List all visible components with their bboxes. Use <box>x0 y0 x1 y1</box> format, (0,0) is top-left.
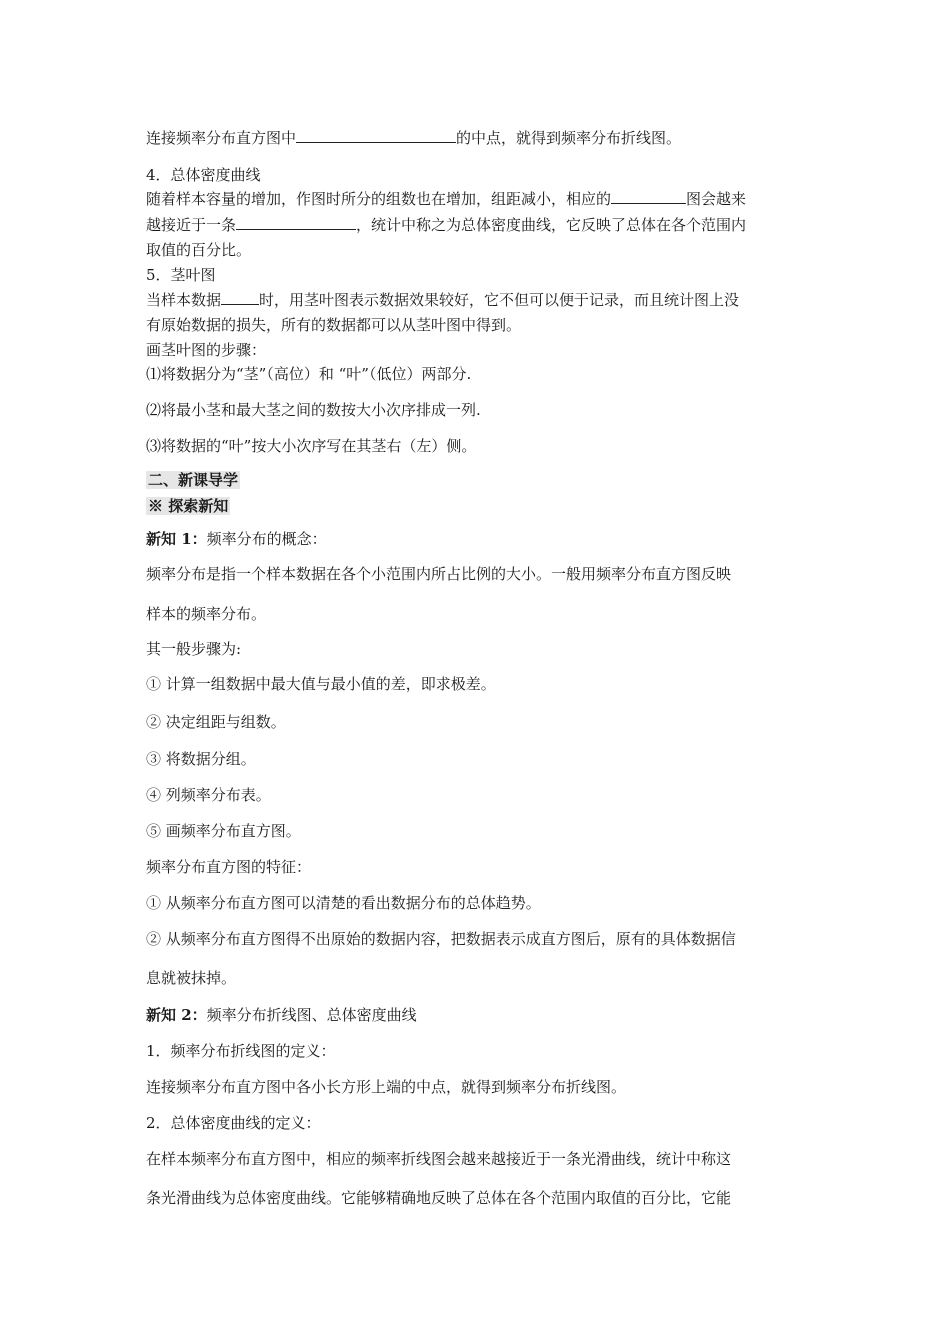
text-segment: 越接近于一条 <box>146 216 237 234</box>
text-line: 息就被抹掉。 <box>146 969 237 987</box>
fill-blank <box>221 290 259 305</box>
definition-heading: 1．频率分布折线图的定义： <box>146 1042 336 1060</box>
text-line: 有原始数据的损失，所有的数据都可以从茎叶图中得到。 <box>146 316 522 334</box>
text-segment: 图会越来 <box>686 190 747 208</box>
step-item: ④ 列频率分布表。 <box>146 786 271 804</box>
step-line: ⑶将数据的“叶”按大小次序写在其茎右（左）侧。 <box>146 437 477 455</box>
text-line <box>146 188 746 209</box>
text-segment: 时，用茎叶图表示数据效果较好，它不但可以便于记录，而且统计图上没 <box>259 291 740 309</box>
sub-heading-text: ※ 探索新知 <box>148 497 229 515</box>
text-line <box>146 289 739 310</box>
step-item: ① 计算一组数据中最大值与最小值的差，即求极差。 <box>146 675 496 693</box>
text-line: 画茎叶图的步骤： <box>146 341 267 359</box>
section-heading: 4．总体密度曲线 <box>146 166 261 184</box>
step-item: ⑤ 画频率分布直方图。 <box>146 822 301 840</box>
fill-blank <box>611 189 686 204</box>
text-line: 连接频率分布直方图中各小长方形上端的中点，就得到频率分布折线图。 <box>146 1078 627 1096</box>
step-line: ⑵将最小茎和最大茎之间的数按大小次序排成一列. <box>146 401 481 419</box>
text-line <box>146 127 681 148</box>
definition-heading: 2．总体密度曲线的定义： <box>146 1114 321 1132</box>
text-segment: 当样本数据 <box>146 291 222 309</box>
text-line: 条光滑曲线为总体密度曲线。它能够精确地反映了总体在各个范围内取值的百分比，它能 <box>146 1189 732 1207</box>
feature-item: ② 从频率分布直方图得不出原始的数据内容，把数据表示成直方图后，原有的具体数据信 <box>146 930 736 948</box>
text-line: 在样本频率分布直方图中，相应的频率折线图会越来越接近于一条光滑曲线，统计中称这 <box>146 1150 732 1168</box>
part-heading-text: 二、新课导学 <box>148 471 239 489</box>
knowledge-title <box>146 528 327 549</box>
knowledge-label: 新知 2： <box>146 1006 207 1024</box>
text-line: 频率分布是指一个样本数据在各个小范围内所占比例的大小。一般用频率分布直方图反映 <box>146 565 732 583</box>
text-segment: 连接频率分布直方图中 <box>146 129 297 147</box>
text-line <box>146 214 746 235</box>
step-item: ③ 将数据分组。 <box>146 750 256 768</box>
sub-heading <box>146 495 230 516</box>
text-segment: ，统计中称之为总体密度曲线，它反映了总体在各个范围内 <box>356 216 747 234</box>
text-line: 样本的频率分布。 <box>146 605 267 623</box>
text-segment: 随着样本容量的增加，作图时所分的组数也在增加，组距减小，相应的 <box>146 190 612 208</box>
step-item: ② 决定组距与组数。 <box>146 713 286 731</box>
fill-blank <box>236 215 356 230</box>
text-line: 频率分布直方图的特征： <box>146 858 312 876</box>
knowledge-label: 新知 1： <box>146 530 207 548</box>
section-heading: 5．茎叶图 <box>146 266 216 284</box>
fill-blank <box>296 128 456 143</box>
step-line: ⑴将数据分为“茎”（高位）和 “叶”（低位）两部分. <box>146 365 472 383</box>
feature-item: ① 从频率分布直方图可以清楚的看出数据分布的总体趋势。 <box>146 894 541 912</box>
text-line: 取值的百分比。 <box>146 241 252 259</box>
knowledge-title <box>146 1004 417 1025</box>
knowledge-title-text: 频率分布的概念： <box>206 530 327 548</box>
knowledge-title-text: 频率分布折线图、总体密度曲线 <box>206 1006 417 1024</box>
text-line: 其一般步骤为: <box>146 640 242 658</box>
text-segment: 的中点，就得到频率分布折线图。 <box>456 129 682 147</box>
part-heading <box>146 469 240 490</box>
